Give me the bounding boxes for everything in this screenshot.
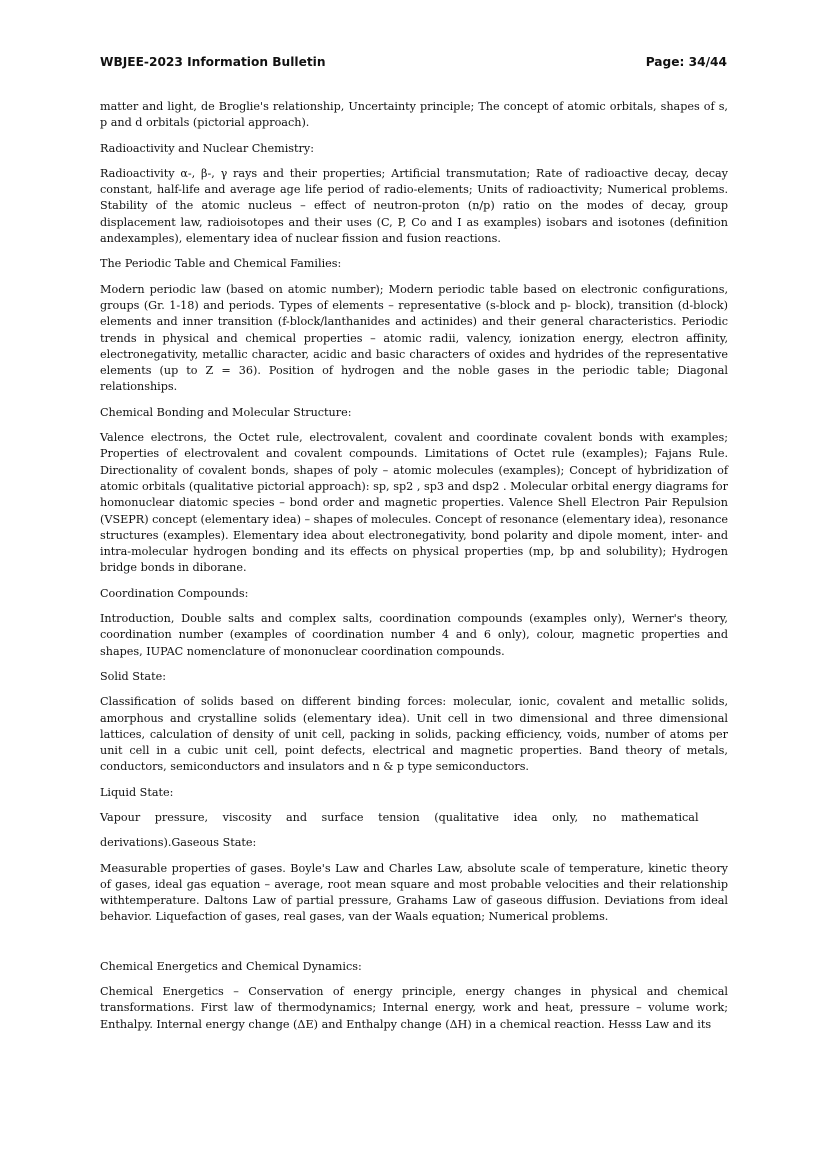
paragraph-chemical-energetics: Chemical Energetics – Conservation of energy principle, energy changes in physical and chemical transformations. First law of thermodynamics; Internal energy, work and heat, pressure – volume work; Enthalpy. Internal energy change (ΔE) and Enthalpy change (ΔH) in a chemical reaction. Hesss Law and its — [100, 985, 728, 1031]
paragraph-liquid-state: Vapour pressure, viscosity and surface tension (qualitative idea only, no mathematical — [100, 810, 699, 824]
section-spacer — [100, 935, 728, 959]
heading-liquid-state: Liquid State: — [100, 785, 174, 799]
paragraph-periodic-table: Modern periodic law (based on atomic number); Modern periodic table based on electronic configurations, groups (Gr. 1-18) and periods. Types of elements – representative (s-block and p- block), transition (d-block) elements and inner transition (f-block/lanthanides and actinides) and their general characteristics. Periodic trends in physical and chemical properties – atomic radii, valency, ionization energy, electron affinity, electronegativity, metallic character, acidic and basic characters of oxides and hydrides of the representative elements (up to Z = 36). Position of hydrogen and the noble gases in the periodic table; Diagonal relationships. — [100, 282, 728, 394]
paragraph-chemical-bonding: Valence electrons, the Octet rule, electrovalent, covalent and coordinate covalent bonds with examples; Properties of electrovalent and covalent compounds. Limitations of Octet rule (examples); Fajans Rule. Directionality of covalent bonds, shapes of poly – atomic molecules (examples); Concept of hybridization of atomic orbitals (qualitative pictorial approach): sp, sp2 , sp3 and dsp2 . Molecular orbital energy diagrams for homonuclear diatomic species – bond order and magnetic properties. Valence Shell Electron Pair Repulsion (VSEPR) concept (elementary idea) – shapes of molecules. Concept of resonance (elementary idea), resonance structures (examples). Elementary idea about electronegativity, bond polarity and dipole moment, inter- and intra-molecular hydrogen bonding and its effects on physical properties (mp, bp and solubility); Hydrogen bridge bonds in diborane. — [100, 431, 728, 575]
page-number: Page: 34/44 — [645, 55, 727, 69]
paragraph-coordination-compounds: Introduction, Double salts and complex salts, coordination compounds (examples only), Werner's theory, coordination number (examples of coordination number 4 and 6 only), colour, magnetic properties and shapes, IUPAC nomenclature of mononuclear coordination compounds. — [100, 612, 728, 658]
heading-chemical-energetics: Chemical Energetics and Chemical Dynamics: — [100, 959, 362, 973]
heading-solid-state: Solid State: — [100, 669, 166, 683]
paragraph-gaseous-state: Measurable properties of gases. Boyle's Law and Charles Law, absolute scale of temperature, kinetic theory of gases, ideal gas equation – average, root mean square and most probable velocities and their relationship withtemperature. Daltons Law of partial pressure, Grahams Law of gaseous diffusion. Deviations from ideal behavior. Liquefaction of gases, real gases, van der Waals equation; Numerical problems. — [100, 861, 728, 924]
heading-chemical-bonding: Chemical Bonding and Molecular Structure: — [100, 405, 352, 419]
heading-radioactivity: Radioactivity and Nuclear Chemistry: — [100, 141, 314, 155]
paragraph-radioactivity: Radioactivity α-, β-, γ rays and their properties; Artificial transmutation; Rate of radioactive decay, decay constant, half-life and average age life period of radio-elements; Units of radioactivity; Numerical problems. Stability of the atomic nucleus – effect of neutron-proton (n/p) ratio on the modes of decay, group displacement law, radioisotopes and their uses (C, P, Co and I as examples) isobars and isotones (definition andexamples), elementary idea of nuclear fission and fusion reactions. — [100, 166, 728, 246]
bulletin-title: WBJEE-2023 Information Bulletin — [100, 55, 326, 69]
heading-gaseous-state: derivations).Gaseous State: — [100, 836, 257, 850]
heading-coordination-compounds: Coordination Compounds: — [100, 586, 249, 600]
paragraph-atomic-structure: matter and light, de Broglie's relationship, Uncertainty principle; The concept of atomic orbitals, shapes of s, p and d orbitals (pictorial approach). — [100, 100, 728, 130]
heading-periodic-table: The Periodic Table and Chemical Families: — [100, 257, 342, 271]
paragraph-solid-state: Classification of solids based on different binding forces: molecular, ionic, covalent and metallic solids, amorphous and crystalline solids (elementary idea). Unit cell in two dimensional and three dimensional lattices, calculation of density of unit cell, packing in solids, packing efficiency, voids, number of atoms per unit cell in a cubic unit cell, point defects, electrical and magnetic properties. Band theory of metals, conductors, semiconductors and insulators and n & p type semiconductors. — [100, 695, 728, 774]
page-header — [100, 55, 727, 73]
page-content — [100, 99, 728, 1042]
